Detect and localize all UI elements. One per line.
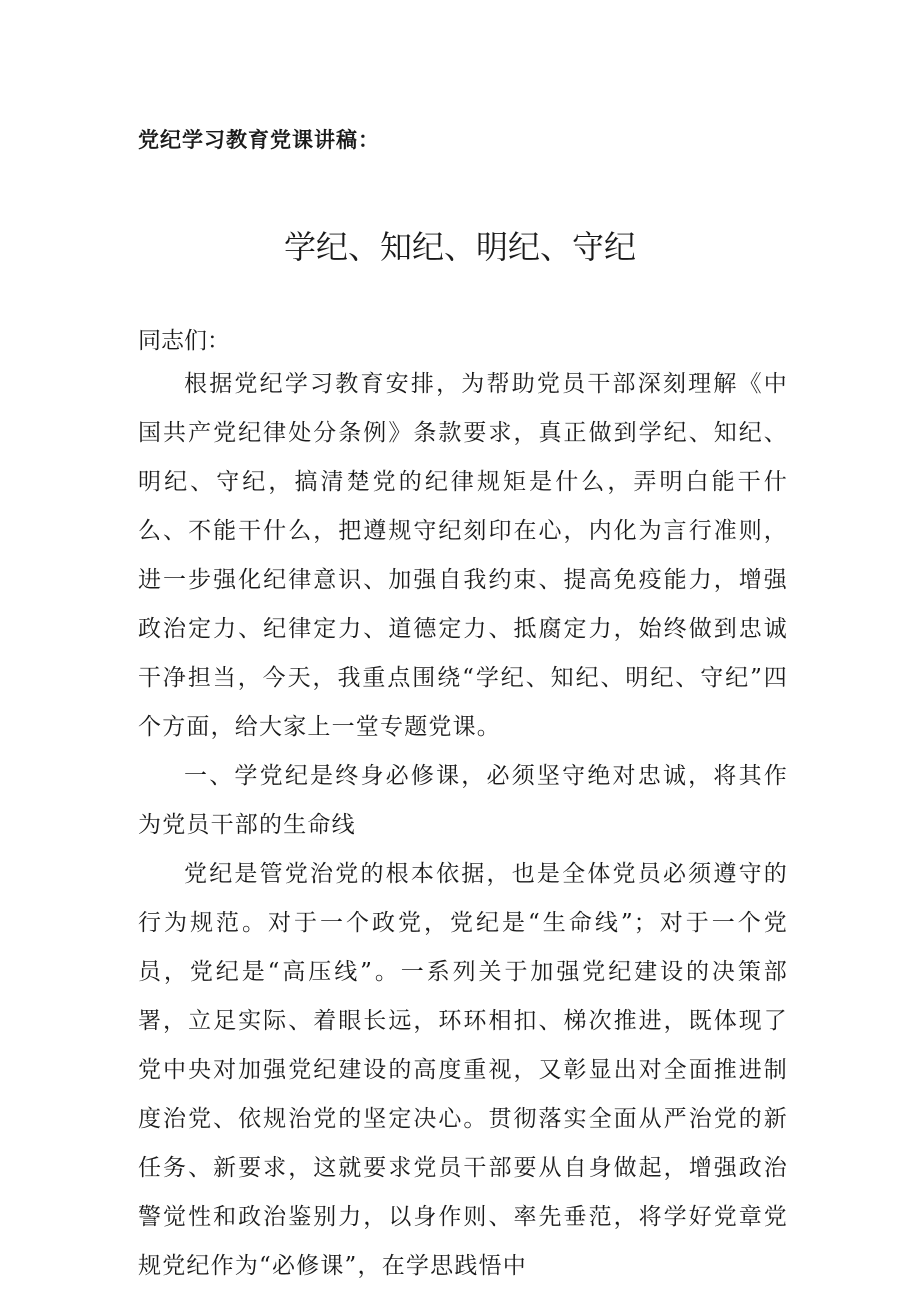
section-heading-1: 一、学党纪是终身必修课，必须坚守绝对忠诚，将其作为党员干部的生命线 [138,763,788,838]
body-text [138,360,788,1291]
heading-label: 党纪学习教育党课讲稿： [138,127,380,152]
salutation: 同志们： [138,328,230,354]
paragraph-intro: 根据党纪学习教育安排，为帮助党员干部深刻理解《中国共产党纪律处分条例》条款要求，真正做到学纪、知纪、明纪、守纪，搞清楚党的纪律规矩是什么，弄明白能干什么、不能干什么，把遵规守纪刻印在心，内化为言行准则，进一步强化纪律意识、加强自我约束、提高免疫能力，增强政治定力、纪律定力、道德定力、抵腐定力，始终做到忠诚干净担当，今天，我重点围绕“学纪、知纪、明纪、守纪”四个方面，给大家上一堂专题党课。 [138,371,788,740]
document-title: 学纪、知纪、明纪、守纪 [283,228,636,266]
paragraph-section-1: 党纪是管党治党的根本依据，也是全体党员必须遵守的行为规范。对于一个政党，党纪是“生命线”；对于一个党员，党纪是“高压线”。一系列关于加强党纪建设的决策部署，立足实际、着眼长远，环环相扣、梯次推进，既体现了党中央对加强党纪建设的高度重视，又彰显出对全面推进制度治党、依规治党的坚定决心。贯彻落实全面从严治党的新任务、新要求，这就要求党员干部要从自身做起，增强政治警觉性和政治鉴别力，以身作则、率先垂范，将学好党章党规党纪作为“必修课”，在学思践悟中 [138,861,788,1279]
